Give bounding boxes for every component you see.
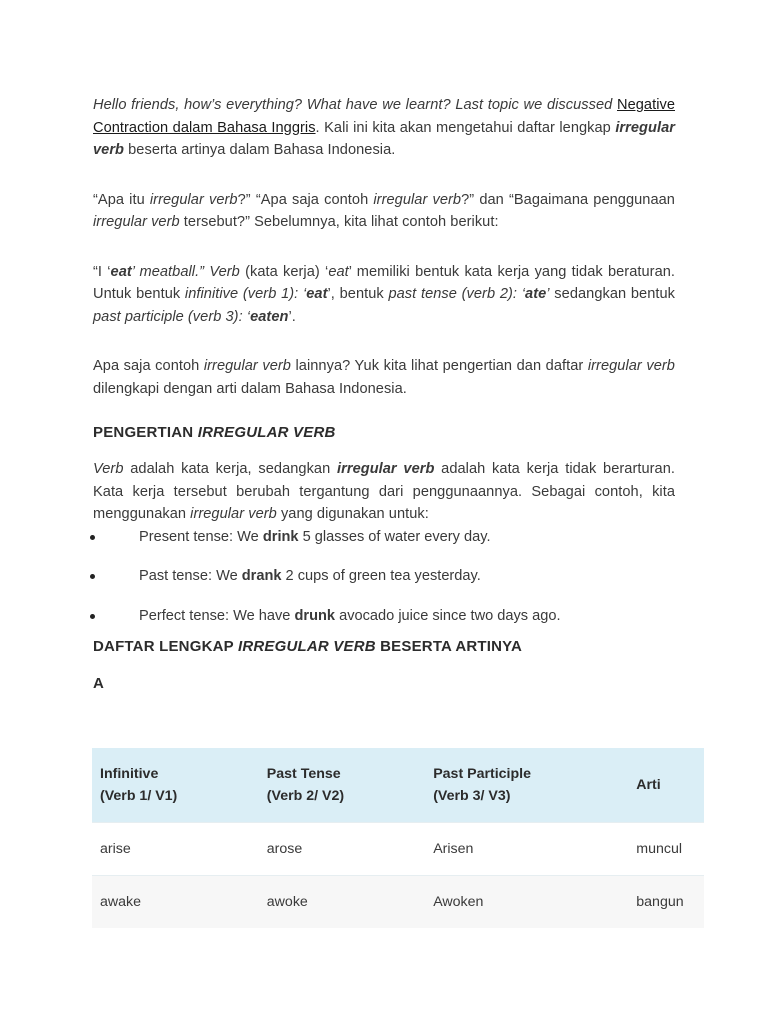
letter-heading: A [93, 675, 105, 692]
table-row [92, 876, 704, 929]
bullet-dot-icon [90, 535, 95, 540]
question-paragraph: “Apa itu irregular verb?” “Apa saja contoh irregular verb?” dan “Bagaimana penggunaan irregular verb tersebut?” Sebelumnya, kita lihat contoh berikut: [93, 191, 675, 230]
list-item: Present tense: We drink 5 glasses of water every day. [93, 526, 675, 566]
table-cell: bangun [628, 876, 704, 929]
table-cell: awake [92, 876, 259, 929]
bullet-dot-icon [90, 574, 95, 579]
lead-paragraph: Apa saja contoh irregular verb lainnya? Yuk kita lihat pengertian dan daftar irregular verb dilengkapi dengan arti dalam Bahasa Indonesia. [93, 358, 675, 397]
table-cell: arise [92, 823, 259, 876]
bullet-dot-icon [90, 614, 95, 619]
table-header-row [92, 748, 704, 823]
header-past-participle: Past Participle (Verb 3/ V3) [425, 748, 628, 823]
list-item: Past tense: We drank 2 cups of green tea yesterday. [93, 565, 675, 605]
tense-example-list [93, 526, 675, 645]
header-past-tense: Past Tense (Verb 2/ V2) [259, 748, 425, 823]
negative-contraction-link[interactable]: Negative Contraction dalam Bahasa Inggris [93, 97, 675, 136]
article-body [93, 94, 675, 710]
list-item: Perfect tense: We have drunk avocado juice since two days ago. [93, 605, 675, 645]
table-cell: awoke [259, 876, 425, 929]
section-heading-pengertian: PENGERTIAN IRREGULAR VERB [93, 424, 336, 441]
intro-paragraph: Hello friends, how’s everything? What have we learnt? Last topic we discussed Negative Contraction dalam Bahasa Inggris. Kali ini kita akan mengetahui daftar lengkap irregular verb beserta artinya dalam Bahasa Indonesia. [93, 97, 675, 158]
table-row [92, 823, 704, 876]
example-paragraph: “I ‘eat’ meatball.” Verb (kata kerja) ‘eat’ memiliki bentuk kata kerja yang tidak beraturan. Untuk bentuk infinitive (verb 1): ‘eat’, bentuk past tense (verb 2): ‘ate’ sedangkan bentuk past participle (verb 3): ‘eaten’. [93, 263, 676, 325]
table-cell: Arisen [425, 823, 628, 876]
irregular-verb-table [92, 748, 704, 928]
header-arti: Arti [628, 748, 704, 823]
table-cell: muncul [628, 823, 704, 876]
header-infinitive: Infinitive (Verb 1/ V1) [92, 748, 259, 823]
definition-paragraph: Verb adalah kata kerja, sedangkan irregular verb adalah kata kerja tidak berarturan. Kata kerja tersebut berubah tergantung dari penggunaannya. Sebagai contoh, kita menggunakan irregular verb yang digunakan untuk: [93, 461, 675, 522]
section-heading-daftar: DAFTAR LENGKAP IRREGULAR VERB BESERTA ARTINYA [93, 638, 523, 655]
table-cell: Awoken [425, 876, 628, 929]
table-cell: arose [259, 823, 425, 876]
